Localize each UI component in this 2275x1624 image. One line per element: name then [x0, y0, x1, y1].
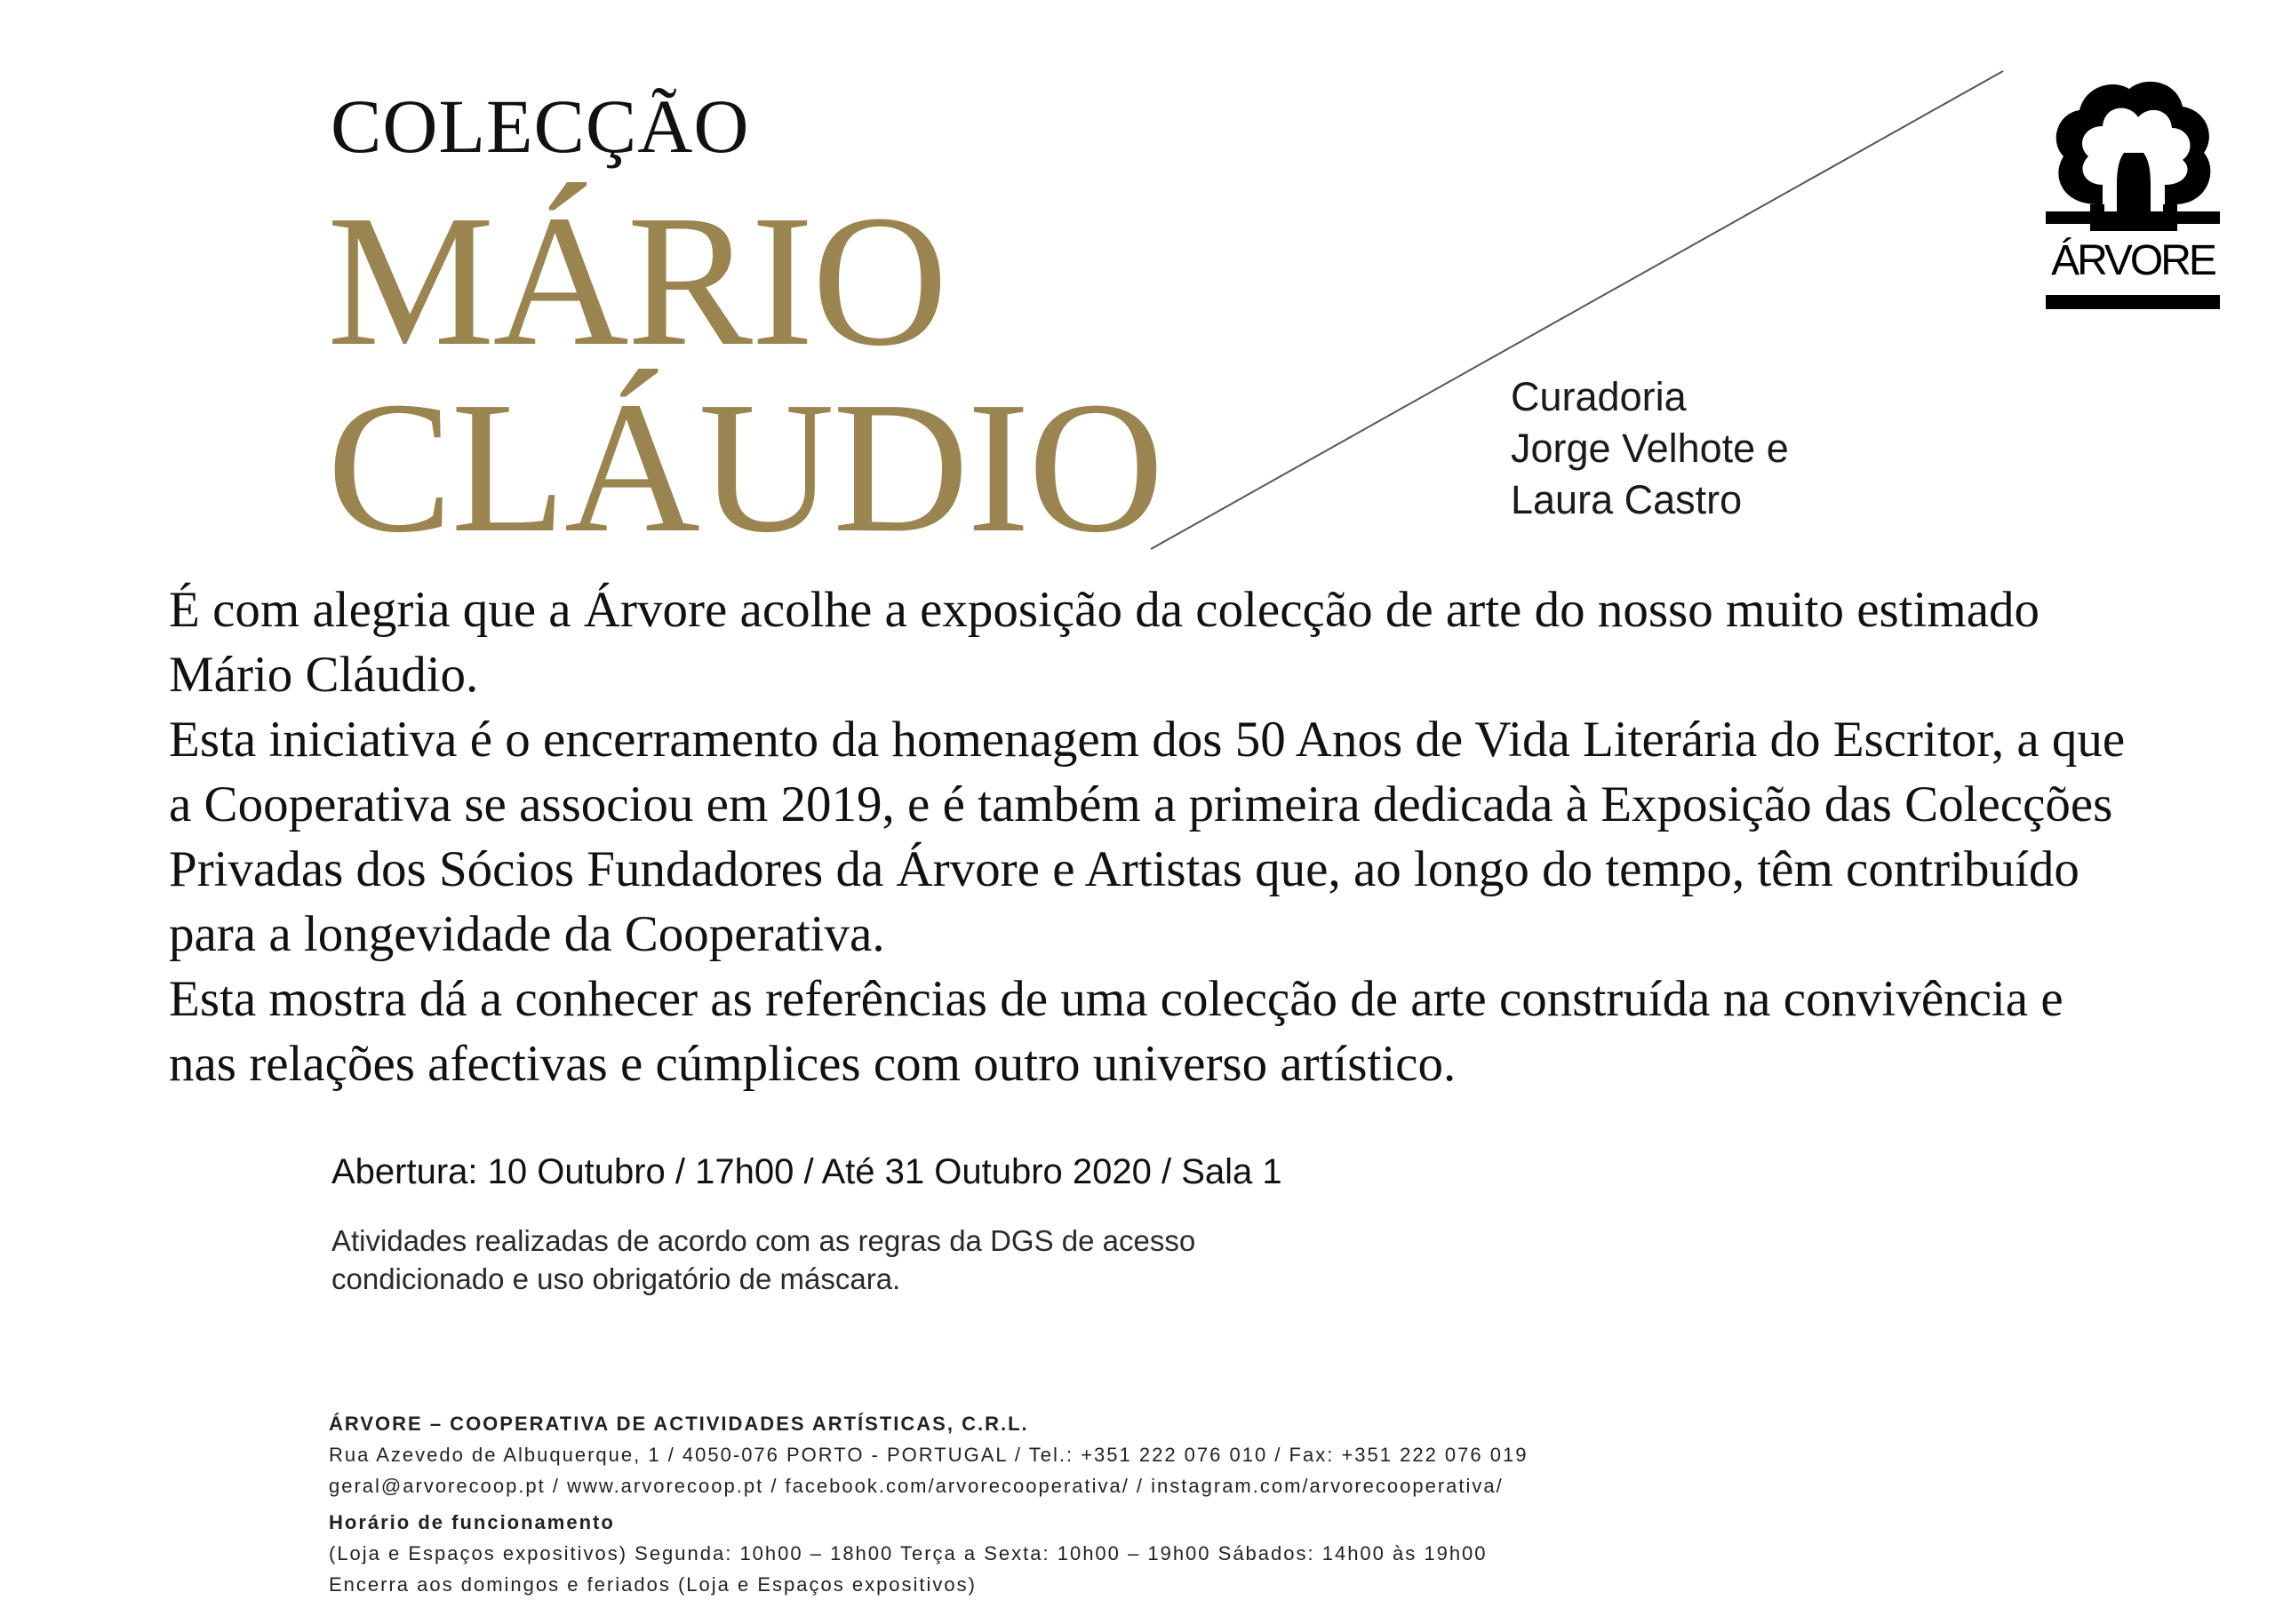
- footer-hours-title: Horário de funcionamento: [329, 1511, 615, 1533]
- title-last-name: CLÁUDIO: [327, 362, 1162, 571]
- footer-address: Rua Azevedo de Albuquerque, 1 / 4050-076 PORTO - PORTUGAL / Tel.: +351 222 076 010 / Fax: +351 222 076 019: [329, 1444, 1529, 1466]
- curators-line-1: Jorge Velhote e: [1511, 426, 1789, 471]
- notice-line-2: condicionado e uso obrigatório de máscara.: [331, 1262, 901, 1295]
- logo-text: ÁRVORE: [2051, 237, 2215, 284]
- footer-hours: (Loja e Espaços expositivos) Segunda: 10h00 – 18h00 Terça a Sexta: 10h00 – 19h00 Sábados: 14h00 às 19h00: [329, 1542, 1488, 1564]
- body-text: [169, 577, 2142, 1096]
- curators-label: Curadoria: [1511, 374, 1687, 419]
- body-paragraph-1: É com alegria que a Árvore acolhe a exposição da colecção de arte do nosso muito estimado Mário Cláudio.: [169, 582, 2040, 703]
- footer: [329, 1408, 1528, 1600]
- footer-contacts: geral@arvorecoop.pt / www.arvorecoop.pt / facebook.com/arvorecooperativa/ / instagram.com/arvorecooperativa/: [329, 1475, 1504, 1497]
- body-paragraph-3: Esta mostra dá a conhecer as referências de uma colecção de arte construída na convivência e nas relações afectivas e cúmplices com outro universo artístico.: [169, 971, 2063, 1092]
- title-first-name: MÁRIO: [327, 176, 946, 385]
- notice-line-1: Atividades realizadas de acordo com as regras da DGS de acesso: [331, 1224, 1196, 1257]
- opening-info: Abertura: 10 Outubro / 17h00 / Até 31 Outubro 2020 / Sala 1: [331, 1152, 1282, 1191]
- arvore-logo: [2044, 71, 2222, 320]
- curators-line-2: Laura Castro: [1511, 477, 1743, 522]
- collection-label: COLECÇÃO: [331, 84, 750, 169]
- health-notice: [331, 1222, 1195, 1298]
- footer-org-name: ÁRVORE – COOPERATIVA DE ACTIVIDADES ARTÍSTICAS, C.R.L.: [329, 1413, 1029, 1435]
- body-paragraph-2: Esta iniciativa é o encerramento da homenagem dos 50 Anos de Vida Literária do Escritor, a que a Cooperativa se associou em 2019, e é também a primeira dedicada à Exposição das Colecções Privadas dos Sócios Fundadores da Árvore e Artistas que, ao longo do tempo, têm contribuído para a longevidade da Cooperativa.: [169, 712, 2126, 962]
- curators-block: [1511, 371, 1789, 526]
- footer-closed: Encerra aos domingos e feriados (Loja e Espaços expositivos): [329, 1573, 977, 1596]
